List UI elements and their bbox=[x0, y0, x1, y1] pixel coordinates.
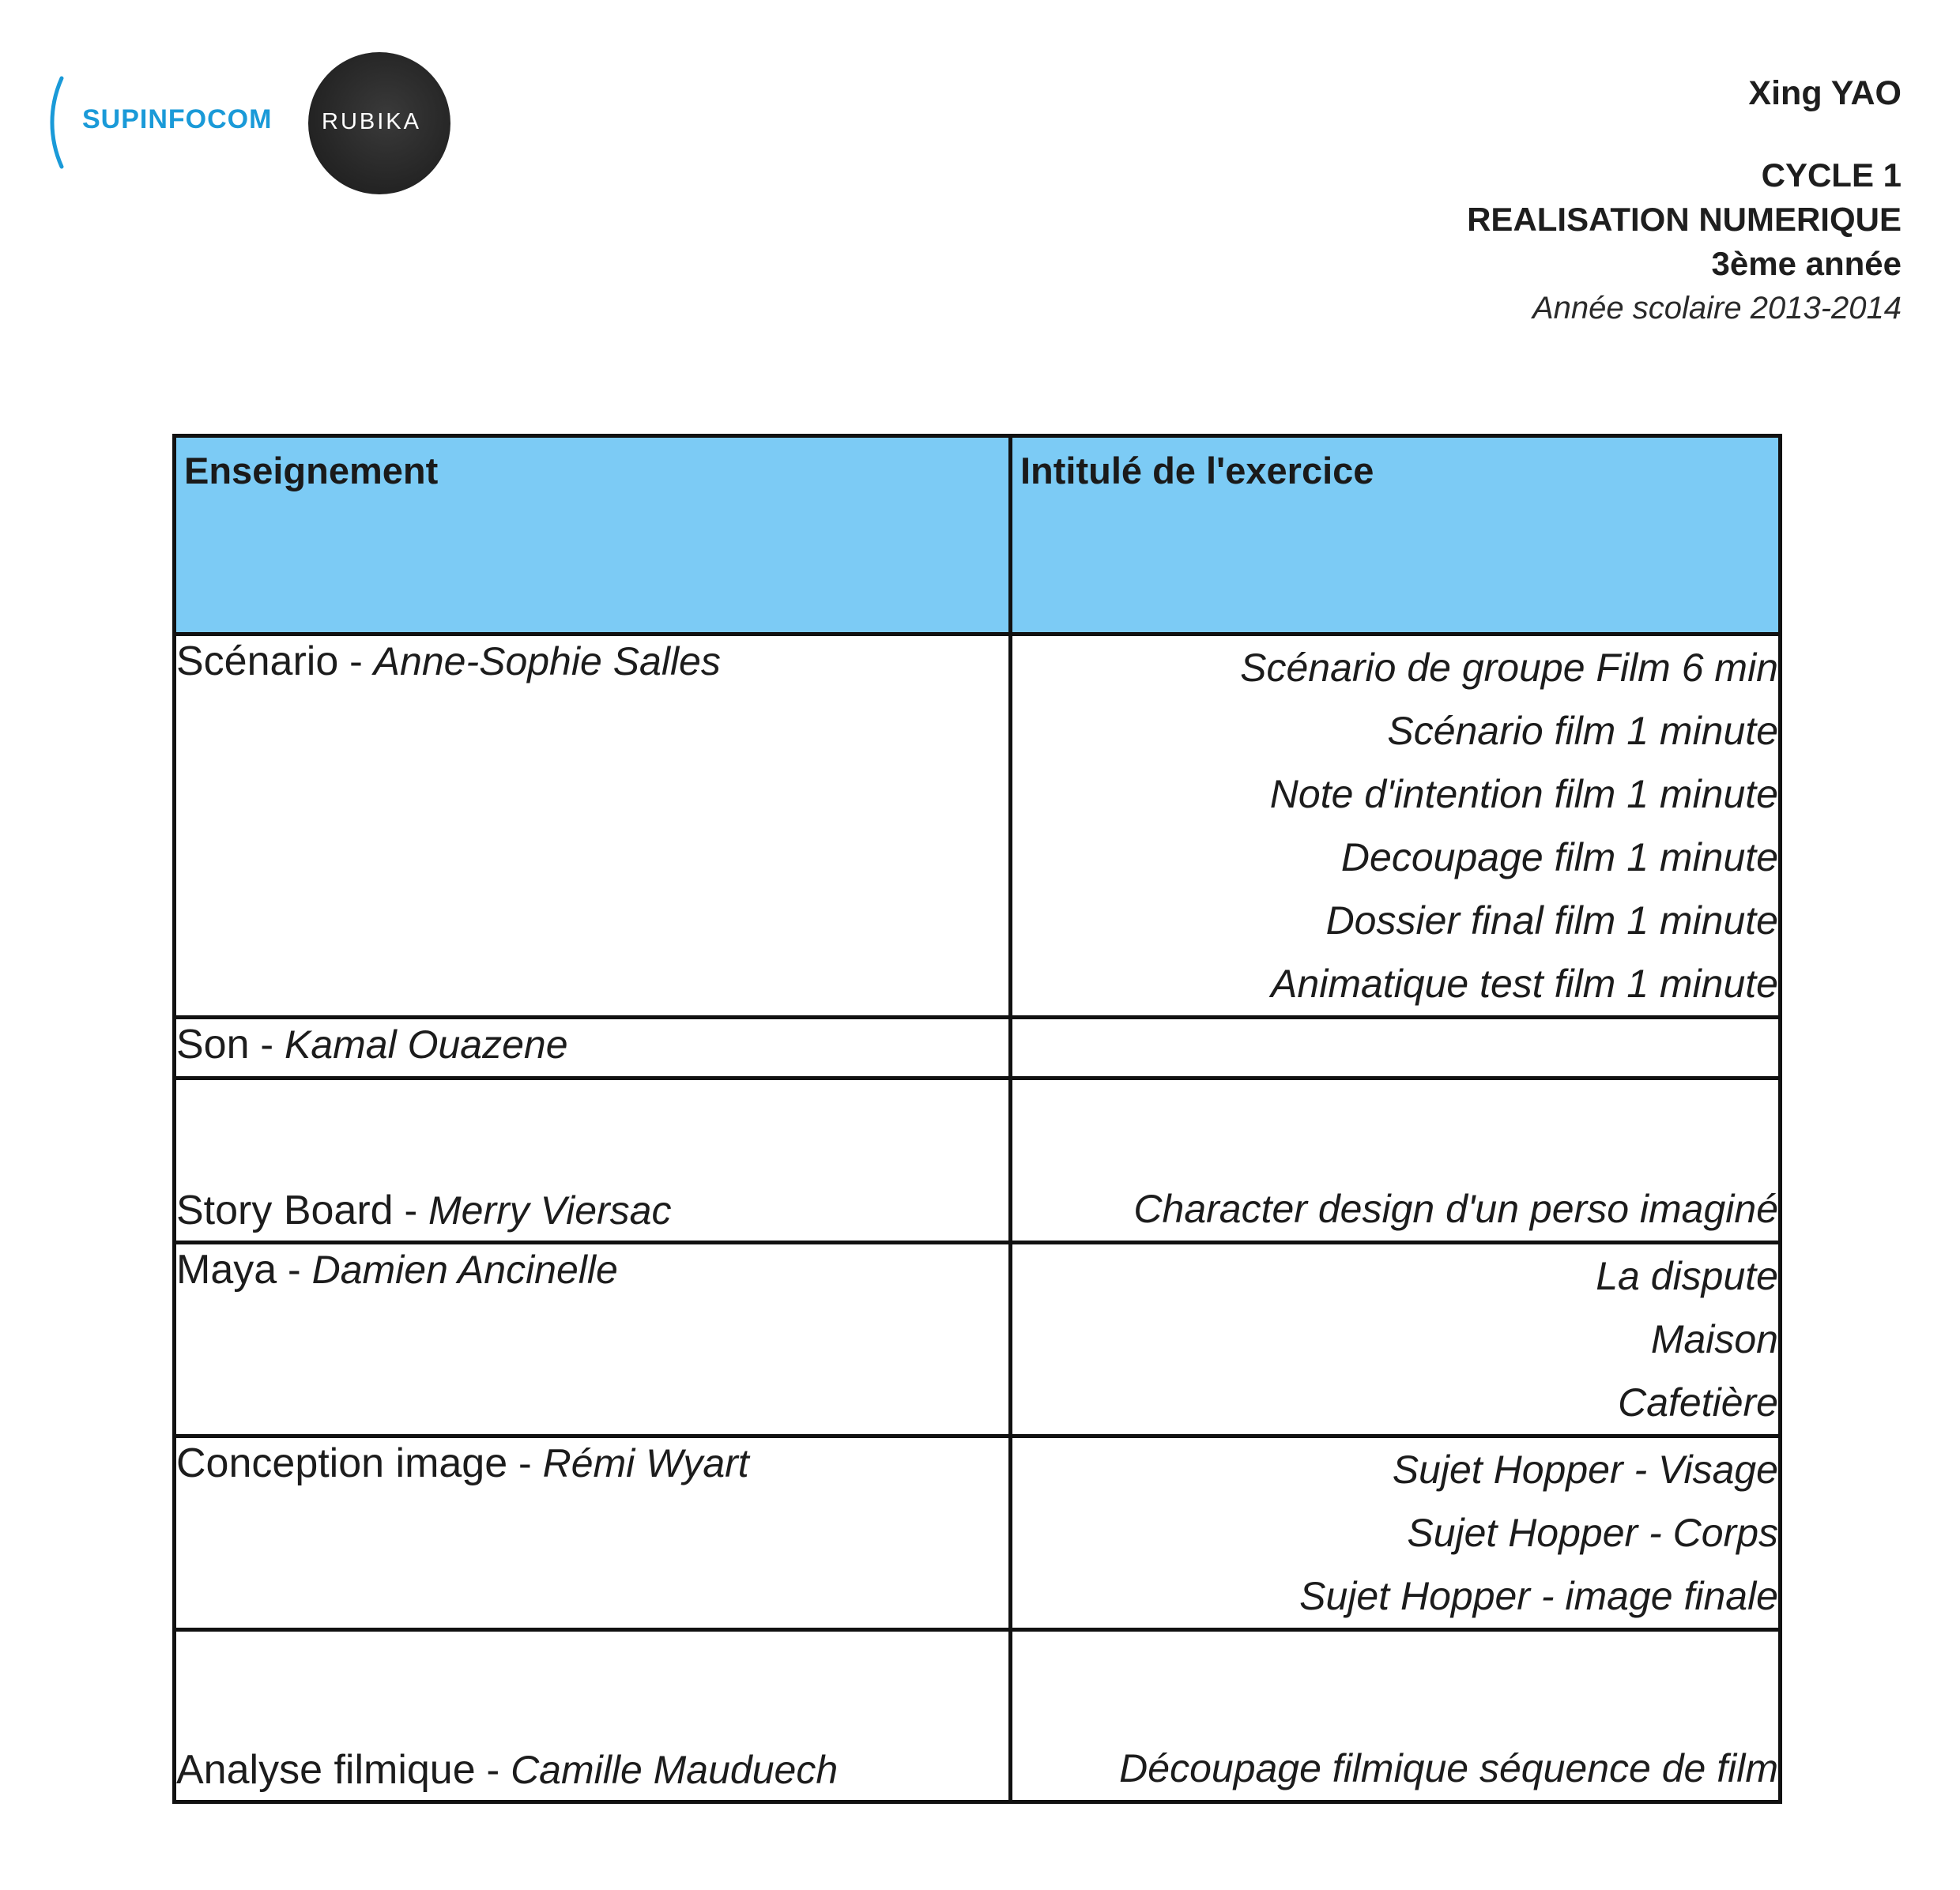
school-year-label: Année scolaire 2013-2014 bbox=[1532, 291, 1902, 326]
year-label: 3ème année bbox=[1711, 245, 1902, 282]
column-header-enseignement: Enseignement bbox=[175, 436, 1011, 634]
exercise-item: Sujet Hopper - Visage bbox=[1392, 1448, 1778, 1492]
table-row bbox=[175, 1436, 1781, 1630]
teacher-name: Rémi Wyart bbox=[542, 1441, 749, 1485]
teacher-name: Damien Ancinelle bbox=[311, 1248, 618, 1292]
table-row bbox=[175, 1630, 1781, 1802]
exercise-item: Scénario film 1 minute bbox=[1387, 709, 1778, 753]
exercise-item: Animatique test film 1 minute bbox=[1271, 962, 1778, 1006]
subject-cell: Analyse filmique - Camille Mauduech bbox=[175, 1630, 1011, 1802]
table-row bbox=[175, 1079, 1781, 1243]
student-name: Xing YAO bbox=[1748, 74, 1902, 112]
exercise-item: Cafetière bbox=[1618, 1380, 1778, 1425]
course-table bbox=[172, 434, 1782, 1804]
exercise-item: Character design d'un perso imaginé bbox=[1133, 1187, 1778, 1231]
exercises-cell bbox=[1011, 634, 1781, 1018]
exercise-item: Decoupage film 1 minute bbox=[1340, 835, 1778, 879]
exercises-cell bbox=[1011, 1436, 1781, 1630]
teacher-name: Camille Mauduech bbox=[511, 1748, 839, 1792]
exercise-item: Découpage filmique séquence de film bbox=[1119, 1746, 1778, 1790]
subject-title: Conception image bbox=[176, 1440, 508, 1486]
teacher-name: Anne-Sophie Salles bbox=[373, 639, 721, 683]
subject-cell: Son - Kamal Ouazene bbox=[175, 1018, 1011, 1079]
logo-arc-icon bbox=[47, 75, 79, 170]
exercise-item: Sujet Hopper - image finale bbox=[1299, 1574, 1778, 1618]
table-row bbox=[175, 634, 1781, 1018]
exercise-item: Maison bbox=[1650, 1317, 1778, 1361]
exercise-item: La dispute bbox=[1596, 1254, 1778, 1298]
subject-title: Analyse filmique bbox=[176, 1747, 476, 1793]
logo-supinfocom-text: SUPINFOCOM bbox=[82, 104, 273, 134]
logo-rubika-text: RUBIKA bbox=[322, 109, 421, 134]
exercises-cell bbox=[1011, 1630, 1781, 1802]
column-header-exercice: Intitulé de l'exercice bbox=[1011, 436, 1781, 634]
school-logo bbox=[47, 47, 490, 198]
exercises-cell bbox=[1011, 1243, 1781, 1436]
exercise-item: Dossier final film 1 minute bbox=[1325, 898, 1778, 943]
exercise-item: Note d'intention film 1 minute bbox=[1269, 772, 1778, 816]
cycle-label: CYCLE 1 bbox=[1761, 156, 1902, 194]
program-label: REALISATION NUMERIQUE bbox=[1467, 201, 1902, 238]
exercises-cell-empty bbox=[1011, 1018, 1781, 1079]
exercise-item: Sujet Hopper - Corps bbox=[1407, 1511, 1778, 1555]
subject-title: Son bbox=[176, 1022, 250, 1067]
table-row bbox=[175, 1243, 1781, 1436]
subject-cell: Conception image - Rémi Wyart bbox=[175, 1436, 1011, 1630]
header-info bbox=[1467, 71, 1902, 330]
exercise-item: Scénario de groupe Film 6 min bbox=[1240, 646, 1778, 690]
table-row bbox=[175, 1018, 1781, 1079]
exercises-cell bbox=[1011, 1079, 1781, 1243]
program-block bbox=[1467, 153, 1902, 330]
table-header-row bbox=[175, 436, 1781, 634]
teacher-name: Merry Viersac bbox=[428, 1188, 672, 1233]
teacher-name: Kamal Ouazene bbox=[284, 1022, 568, 1067]
subject-title: Scénario bbox=[176, 638, 339, 684]
subject-title: Story Board bbox=[176, 1188, 394, 1233]
subject-title: Maya bbox=[176, 1247, 277, 1293]
subject-cell: Maya - Damien Ancinelle bbox=[175, 1243, 1011, 1436]
subject-cell: Story Board - Merry Viersac bbox=[175, 1079, 1011, 1243]
subject-cell: Scénario - Anne-Sophie Salles bbox=[175, 634, 1011, 1018]
